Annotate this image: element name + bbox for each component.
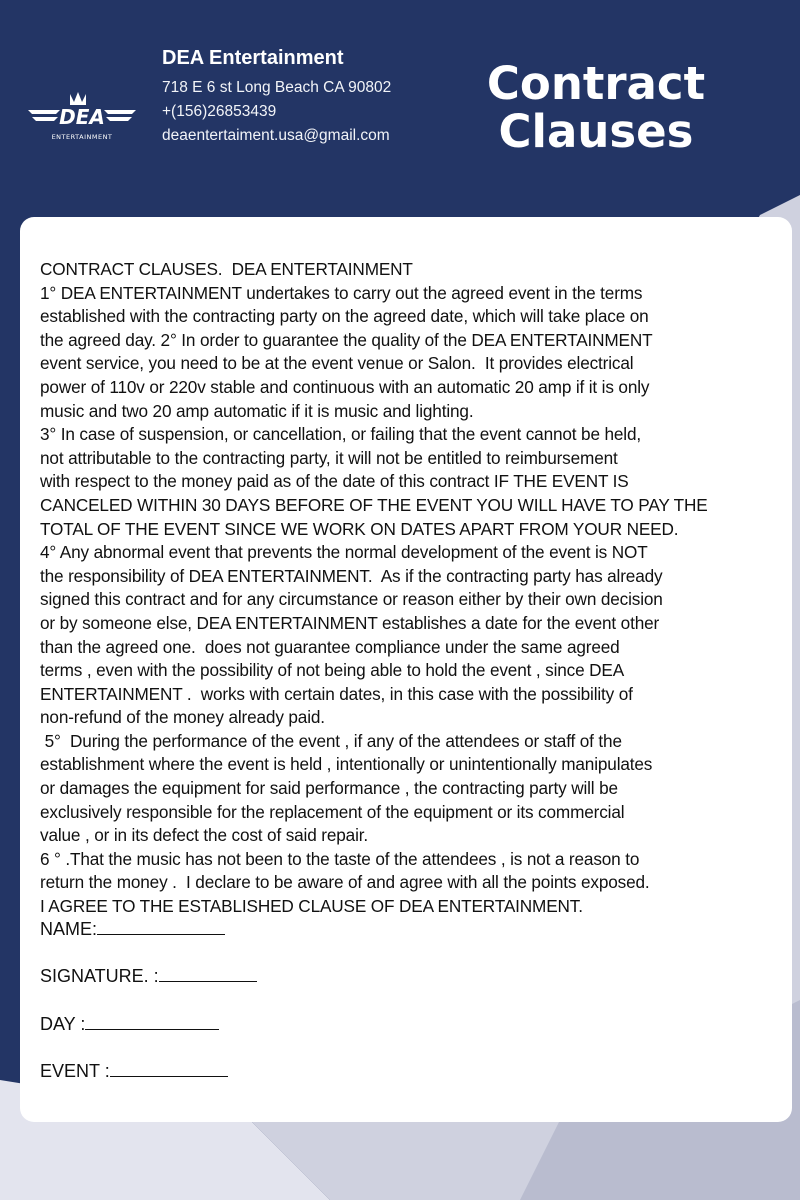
page-title bbox=[462, 57, 730, 158]
contract-line: 5° During the performance of the event , if any of the attendees or staff of the bbox=[40, 730, 622, 751]
company-logo bbox=[26, 88, 138, 144]
contract-line: ENTERTAINMENT . works with certain dates, in this case with the possibility of bbox=[40, 683, 633, 704]
svg-text:ENTERTAINMENT: ENTERTAINMENT bbox=[51, 133, 113, 141]
company-phone: +(156)26853439 bbox=[162, 103, 277, 120]
name-field[interactable] bbox=[40, 919, 225, 940]
event-label: EVENT : bbox=[40, 1061, 110, 1081]
contract-line: CANCELED WITHIN 30 DAYS BEFORE OF THE EVENT YOU WILL HAVE TO PAY THE bbox=[40, 494, 708, 515]
contract-line: 3° In case of suspension, or cancellation, or failing that the event cannot be held, bbox=[40, 424, 642, 445]
contract-line: the agreed day. 2° In order to guarantee the quality of the DEA ENTERTAINMENT bbox=[40, 329, 653, 350]
contract-line: return the money . I declare to be aware of and agree with all the points exposed. bbox=[40, 872, 650, 893]
page-title-line-2: Clauses bbox=[498, 105, 694, 158]
company-address: 718 E 6 st Long Beach CA 90802 bbox=[162, 79, 392, 96]
contract-line: signed this contract and for any circumstance or reason either by their own decision bbox=[40, 589, 663, 610]
company-info bbox=[162, 46, 391, 148]
company-email: deaentertaiment.usa@gmail.com bbox=[162, 127, 390, 144]
contract-line: than the agreed one. does not guarantee compliance under the same agreed bbox=[40, 636, 620, 657]
contract-line: CONTRACT CLAUSES. DEA ENTERTAINMENT bbox=[40, 259, 413, 279]
signature-blank-line[interactable] bbox=[159, 980, 257, 982]
contract-line: exclusively responsible for the replacement of the equipment or its commercial bbox=[40, 801, 625, 822]
contract-line: establishment where the event is held , intentionally or unintentionally manipulates bbox=[40, 754, 653, 775]
contract-line: or by someone else, DEA ENTERTAINMENT establishes a date for the event other bbox=[40, 612, 660, 633]
contract-line: TOTAL OF THE EVENT SINCE WE WORK ON DATES APART FROM YOUR NEED. bbox=[40, 518, 679, 539]
contract-line: event service, you need to be at the event venue or Salon. It provides electrical bbox=[40, 353, 634, 374]
page-title-line-1: Contract bbox=[486, 57, 706, 110]
contract-line: with respect to the money paid as of the date of this contract IF THE EVENT IS bbox=[40, 471, 629, 492]
contract-line: music and two 20 amp automatic if it is music and lighting. bbox=[40, 400, 474, 421]
signature-field[interactable] bbox=[40, 966, 257, 987]
contract-line: 1° DEA ENTERTAINMENT undertakes to carry out the agreed event in the terms bbox=[40, 282, 643, 303]
contract-line: value , or in its defect the cost of said repair. bbox=[40, 825, 368, 846]
svg-text:DEA: DEA bbox=[59, 105, 105, 129]
contract-line: power of 110v or 220v stable and continuous with an automatic 20 amp if it is only bbox=[40, 376, 650, 397]
contract-line: terms , even with the possibility of not being able to hold the event , since DEA bbox=[40, 660, 625, 681]
company-name: DEA Entertainment bbox=[162, 47, 344, 69]
name-label: NAME: bbox=[40, 919, 98, 939]
day-label: DAY : bbox=[40, 1014, 86, 1034]
contract-line: or damages the equipment for said performance , the contracting party will be bbox=[40, 778, 618, 799]
contract-line: 4° Any abnormal event that prevents the normal development of the event is NOT bbox=[40, 542, 648, 563]
contract-line: non-refund of the money already paid. bbox=[40, 707, 325, 728]
contract-line: the responsibility of DEA ENTERTAINMENT. As if the contracting party has already bbox=[40, 565, 663, 586]
contract-line: I AGREE TO THE ESTABLISHED CLAUSE OF DEA ENTERTAINMENT. bbox=[40, 896, 583, 917]
day-field[interactable] bbox=[40, 1014, 219, 1035]
event-blank-line[interactable] bbox=[110, 1075, 228, 1077]
header bbox=[0, 0, 800, 215]
contract-line: established with the contracting party on the agreed date, which will take place on bbox=[40, 306, 649, 327]
contract-line: not attributable to the contracting party, it will not be entitled to reimbursement bbox=[40, 447, 618, 468]
event-field[interactable] bbox=[40, 1061, 228, 1082]
day-blank-line[interactable] bbox=[85, 1028, 219, 1030]
contract-text bbox=[40, 258, 792, 919]
signature-label: SIGNATURE. : bbox=[40, 966, 159, 986]
name-blank-line[interactable] bbox=[97, 933, 225, 935]
contract-line: 6 ° .That the music has not been to the taste of the attendees , is not a reason to bbox=[40, 848, 640, 869]
